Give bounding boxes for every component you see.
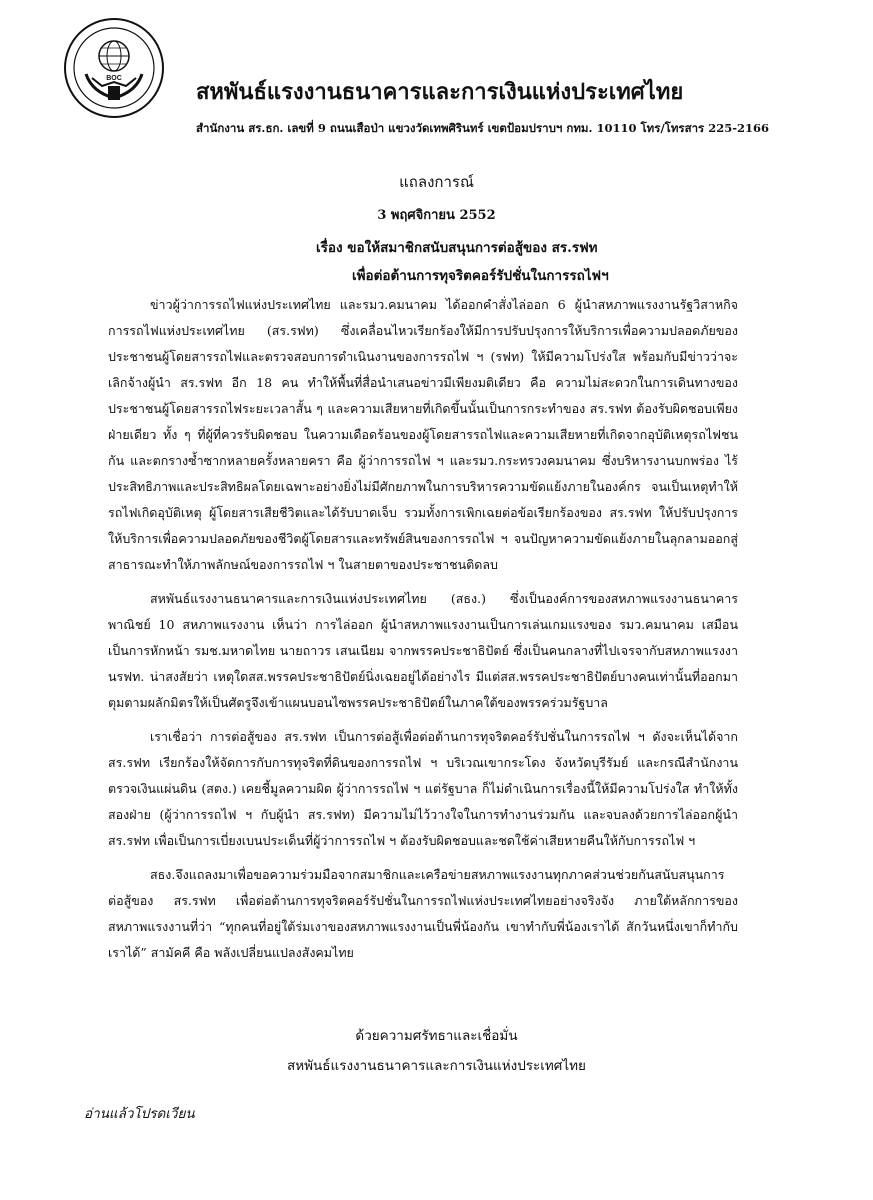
paragraph-4: สธง.จึงแถลงมาเพื่อขอความร่วมมือจากสมาชิกและเครือข่ายสหภาพแรงงานทุกภาคส่วนช่วยกันสนับสนุนการต่อสู้ของ สร.รฟท เพื่อต่อต้านการทุจริตคอร์รัปชั่นในการรถไฟแห่งประเทศไทยอย่างจริงจัง ภายใต้หลักการของสหภาพแรงงานที่ว่า “ทุกคนที่อยู่ใต้ร่มเงาของสหภาพแรงงานเป็นพี่น้องกัน เขาทำกับพี่น้องเราได้ สักวันหนึ่งเขาก็ทำกับเราได้” สามัคคี คือ พลังเปลี่ยนแปลงสังคมไทย [108, 867, 738, 960]
document-date: 3 พฤศจิกายน 2552 [377, 208, 496, 223]
subject-line-2: เพื่อต่อต้านการทุจริตคอร์รัปชั่นในการรถไฟฯ [352, 268, 609, 284]
signatory-organization: สหพันธ์แรงงานธนาคารและการเงินแห่งประเทศไทย [287, 1058, 586, 1074]
document-type: แถลงการณ์ [399, 173, 474, 191]
organization-name: สหพันธ์แรงงานธนาคารและการเงินแห่งประเทศไทย [196, 79, 684, 105]
subject-line-1: เรื่อง ขอให้สมาชิกสนับสนุนการต่อสู้ของ สร.รฟท [316, 240, 598, 256]
circulation-note: อ่านแล้วโปรดเวียน [84, 1106, 195, 1122]
paragraph-2: สหพันธ์แรงงานธนาคารและการเงินแห่งประเทศไทย (สธง.) ซึ่งเป็นองค์การของสหภาพแรงงานธนาคารพาณิชย์ 10 สหภาพแรงงาน เห็นว่า การไล่ออก ผู้นำสหภาพแรงงานเป็นการเล่นเกมแรงของ รมว.คมนาคม เสมือนเป็นการหักหน้า รมช.มหาดไทย นายถาวร เสนเนียม จากพรรคประชาธิปัตย์ ซึ่งเป็นคนกลางที่ไปเจรจากับสหภาพแรงงานรฟท. น่าสงสัยว่า เหตุใดสส.พรรคประชาธิปัตย์นิ่งเฉยอยู่ได้อย่างไร มีแต่สส.พรรคประชาธิปัตย์บางคนเท่านั้นที่ออกมาตุมตามผลักมิตรให้เป็นศัตรูจึงเข้าแผนบอนไซพรรคประชาธิปัตย์ในภาคใต้ของพรรคร่วมรัฐบาล [108, 591, 738, 710]
closing-phrase: ด้วยความศรัทธาและเชื่อมั่น [355, 1028, 518, 1044]
svg-text:BOC: BOC [106, 75, 122, 82]
paragraph-3: เราเชื่อว่า การต่อสู้ของ สร.รฟท เป็นการต่อสู้เพื่อต่อต้านการทุจริตคอร์รัปชั่นในการรถไฟ ฯ ดังจะเห็นได้จาก สร.รฟท เรียกร้องให้จัดการกับการทุจริตที่ดินของการรถไฟ ฯ บริเวณเขากระโดง จังหวัดบุรีรัมย์ และกรณีสำนักงานตรวจเงินแผ่นดิน (สตง.) เคยชี้มูลความผิด ผู้ว่าการรถไฟ ฯ แต่รัฐบาล ก็ไม่ดำเนินการเรื่องนี้ให้มีความโปร่งใส ทำให้ทั้งสองฝ่าย (ผู้ว่าการรถไฟ ฯ กับผู้นำ สร.รฟท) มีความไม่ไว้วางใจในการทำงานร่วมกัน และจบลงด้วยการไล่ออกผู้นำ สร.รฟท เพื่อเป็นการเบี่ยงเบนประเด็นที่ผู้ว่าการรถไฟ ฯ ต้องรับผิดชอบและชดใช้ค่าเสียหายคืนให้กับการรถไฟ ฯ [108, 729, 738, 848]
statement-body [108, 292, 738, 974]
union-logo [62, 16, 166, 120]
organization-address: สำนักงาน สร.ธก. เลขที่ 9 ถนนเสือป่า แขวงวัดเทพศิรินทร์ เขตป้อมปราบฯ กทม. 10110 โทร/โทรสาร 225-2166 [196, 121, 770, 135]
paragraph-1: ข่าวผู้ว่าการรถไฟแห่งประเทศไทย และรมว.คมนาคม ได้ออกคำสั่งไล่ออก 6 ผู้นำสหภาพแรงงานรัฐวิสาหกิจการรถไฟแห่งประเทศไทย (สร.รฟท) ซึ่งเคลื่อนไหวเรียกร้องให้มีการปรับปรุงการให้บริการเพื่อความปลอดภัยของประชาชนผู้โดยสารรถไฟและตรวจสอบการดำเนินงานของการรถไฟ ฯ (รฟท) ให้มีความโปร่งใส พร้อมกับมีข่าวว่าจะเลิกจ้างผู้นำ สร.รฟท อีก 18 คน ทำให้พื้นที่สื่อนำเสนอข่าวมีเพียงมติเดียว คือ ความไม่สะดวกในการเดินทางของประชาชนผู้โดยสารรถไฟระยะเวลาสั้น ๆ และความเสียหายที่เกิดขึ้นนั้นเป็นการกระทำของ สร.รฟท ต้องรับผิดชอบเพียงฝ่ายเดียว ทั้ง ๆ ที่ผู้ที่ควรรับผิดชอบ ในความเดือดร้อนของผู้โดยสารรถไฟและความเสียหายที่เกิดจากอุบัติเหตุรถไฟชนกัน และตกรางซ้ำซากหลายครั้งหลายครา คือ ผู้ว่าการรถไฟ ฯ และรมว.กระทรวงคมนาคม ซึ่งบริหารงานบกพร่อง ไร้ประสิทธิภาพและประสิทธิผลโดยเฉพาะอย่างยิ่งไม่มีศักยภาพในการบริหารความขัดแย้งภายในองค์กร จนเป็นเหตุทำให้รถไฟเกิดอุบัติเหตุ ผู้โดยสารเสียชีวิตและได้รับบาดเจ็บ รวมทั้งการเพิกเฉยต่อข้อเรียกร้องของ สร.รฟท ให้ปรับปรุงการให้บริการเพื่อความปลอดภัยของชีวิตผู้โดยสารและทรัพย์สินของการรถไฟ ฯ จนปัญหาความขัดแย้งภายในลุกลามออกสู่สาธารณะทำให้ภาพลักษณ์ของการรถไฟ ฯ ในสายตาของประชาชนติดลบ [108, 297, 738, 572]
